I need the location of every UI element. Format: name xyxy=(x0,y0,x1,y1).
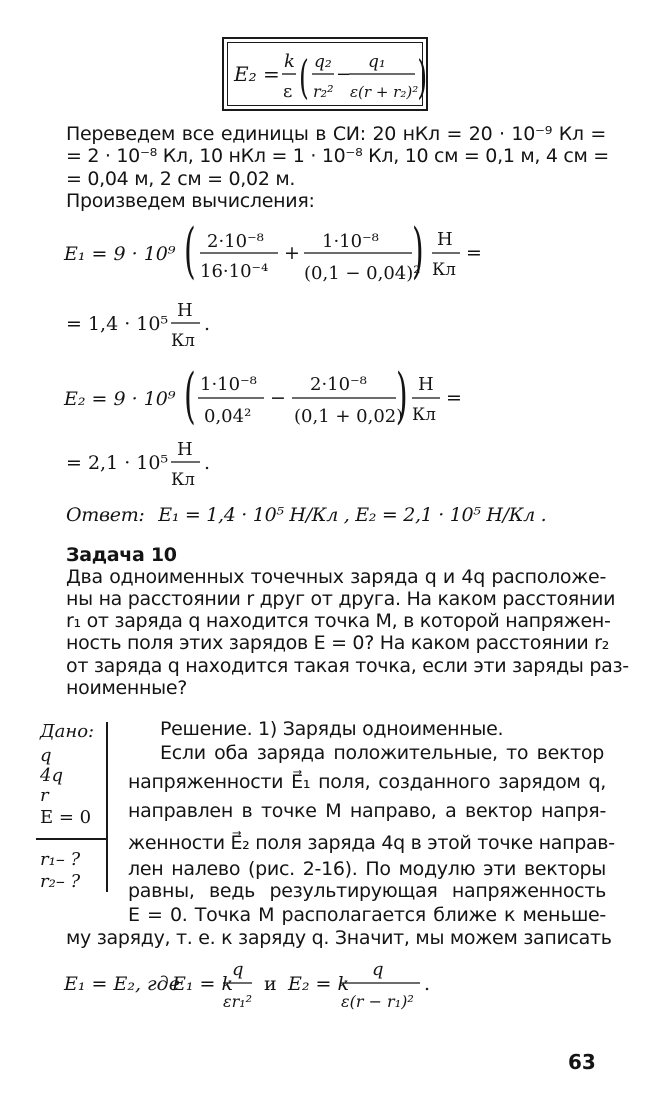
solution-text: Решение. 1) Заряды одноименные. xyxy=(160,718,504,740)
si-line-4: Произведем вычисления: xyxy=(66,190,315,212)
solution-line: направлен в точке M направо, а вектор напря- xyxy=(128,800,606,822)
formula-box-k: k xyxy=(284,51,295,72)
solution-line: Если оба заряда положительные, то вектор xyxy=(160,742,604,764)
given-title: Дано: xyxy=(40,721,95,742)
svg-text:): ) xyxy=(412,216,424,287)
find-item: r₁– ? xyxy=(40,849,81,870)
si-line-1: Переведем все единицы в СИ: 20 нКл = 20 · 10⁻⁹ Кл = xyxy=(66,123,606,145)
e1-unit-den: Кл xyxy=(432,260,456,280)
formula-box-minus: − xyxy=(336,64,352,85)
e2-unit-den: Кл xyxy=(412,405,436,425)
e1-den2: (0,1 − 0,04)² xyxy=(304,263,421,284)
si-line-3: = 0,04 м, 2 см = 0,02 м. xyxy=(66,168,296,190)
e1-den1: 16·10⁻⁴ xyxy=(200,261,269,282)
formula-box-eps: ε xyxy=(283,81,293,102)
final-formula xyxy=(60,955,460,1021)
e2-result-formula xyxy=(60,435,320,495)
e1-unit-num: Н xyxy=(437,229,453,250)
final-dot: . xyxy=(424,973,431,995)
final-q2: q xyxy=(372,959,384,980)
task-line: от заряда q находится такая точка, если эти заряды раз- xyxy=(66,655,629,677)
formula-box-lhs: E₂ = xyxy=(234,62,280,86)
given-item: E = 0 xyxy=(40,807,92,828)
svg-text:(: ( xyxy=(184,216,196,287)
e2-num1: 1·10⁻⁸ xyxy=(200,374,257,395)
final-and: и xyxy=(264,973,277,995)
e1-num2: 1·10⁻⁸ xyxy=(322,231,379,252)
task-line: Два одноименных точечных заряда q и 4q расположе- xyxy=(66,566,606,588)
final-d1: εr₁² xyxy=(223,992,253,1011)
e1-plus: + xyxy=(284,242,300,264)
formula-box-r2sq: r₂² xyxy=(313,82,334,101)
e2-result-unit-num: Н xyxy=(177,439,193,460)
e1-lhs: E₁ = 9 · 10⁹ xyxy=(64,243,176,265)
e2-formula xyxy=(60,360,560,440)
e2-eq: = xyxy=(446,387,462,409)
e1-result: = 1,4 · 10⁵ xyxy=(66,313,169,335)
given-vertical-rule xyxy=(106,722,108,892)
page-number: 63 xyxy=(568,1050,596,1074)
e2-den1: 0,04² xyxy=(204,406,252,427)
solution-line: равны, ведь результирующая напряженность xyxy=(128,880,606,902)
given-item: q xyxy=(40,745,52,766)
e1-result-unit-num: Н xyxy=(177,300,193,321)
e2-num2: 2·10⁻⁸ xyxy=(310,374,367,395)
e2-result-unit-den: Кл xyxy=(171,470,195,490)
e2-den2: (0,1 + 0,02) xyxy=(294,406,404,427)
e2-unit-num: Н xyxy=(418,374,434,395)
solution-line: лен налево (рис. 2-16). По модулю эти векторы xyxy=(128,858,606,880)
final-d2: ε(r − r₁)² xyxy=(341,992,414,1011)
find-item: r₂– ? xyxy=(40,871,81,892)
given-item: 4q xyxy=(40,765,63,786)
task-line: ноименные? xyxy=(66,677,188,699)
e2-result: = 2,1 · 10⁵ xyxy=(66,452,169,474)
e1-num1: 2·10⁻⁸ xyxy=(207,231,264,252)
solution-line: му заряду, т. е. к заряду q. Значит, мы можем записать xyxy=(66,927,612,949)
answer-text: E₁ = 1,4 · 10⁵ Н/Кл , E₂ = 2,1 · 10⁵ Н/Кл . xyxy=(158,504,547,526)
solution-line xyxy=(160,718,503,740)
e1-result-formula xyxy=(60,298,320,358)
final-e2: E₂ = k xyxy=(288,973,349,995)
task-title: Задача 10 xyxy=(66,544,177,566)
solution-line: напряженности E⃗₁ поля, созданного зарядом q, xyxy=(128,771,606,793)
task-line: ность поля этих зарядов E = 0? На каком расстоянии r₂ xyxy=(66,632,610,654)
e2-minus: − xyxy=(270,387,286,409)
si-line-2: = 2 · 10⁻⁸ Кл, 10 нКл = 1 · 10⁻⁸ Кл, 10 см = 0,1 м, 4 см = xyxy=(66,145,609,167)
svg-text:(: ( xyxy=(299,50,309,105)
svg-text:): ) xyxy=(417,50,428,105)
formula-box-q1: q₁ xyxy=(368,52,386,72)
solution-line: E = 0. Точка M располагается ближе к меньше- xyxy=(128,904,606,926)
solution-line: женности E⃗₂ поля заряда 4q в этой точке направ- xyxy=(128,832,615,854)
task-line: r₁ от заряда q находится точка M, в которой напряжен- xyxy=(66,610,611,632)
e1-eq: = xyxy=(466,242,482,264)
e1-result-dot: . xyxy=(204,313,211,335)
final-e1: E₁ = k xyxy=(172,973,233,995)
task-line: ны на расстоянии r друг от друга. На каком расстоянии xyxy=(66,588,616,610)
answer-label: Ответ: xyxy=(66,504,145,526)
formula-box xyxy=(222,37,428,111)
given-divider xyxy=(36,838,106,840)
e2-result-dot: . xyxy=(204,452,211,474)
e1-result-unit-den: Кл xyxy=(171,331,195,351)
final-q1: q xyxy=(232,959,244,980)
given-item: r xyxy=(40,785,49,806)
formula-box-q2: q₂ xyxy=(314,52,332,72)
e2-lhs: E₂ = 9 · 10⁹ xyxy=(64,388,176,410)
formula-box-den2: ε(r + r₂)² xyxy=(350,83,419,101)
svg-text:(: ( xyxy=(184,361,196,432)
answer-line xyxy=(66,504,546,526)
svg-text:): ) xyxy=(396,361,408,432)
final-lhs: E₁ = E₂, где xyxy=(64,973,180,995)
e1-formula xyxy=(60,215,560,295)
